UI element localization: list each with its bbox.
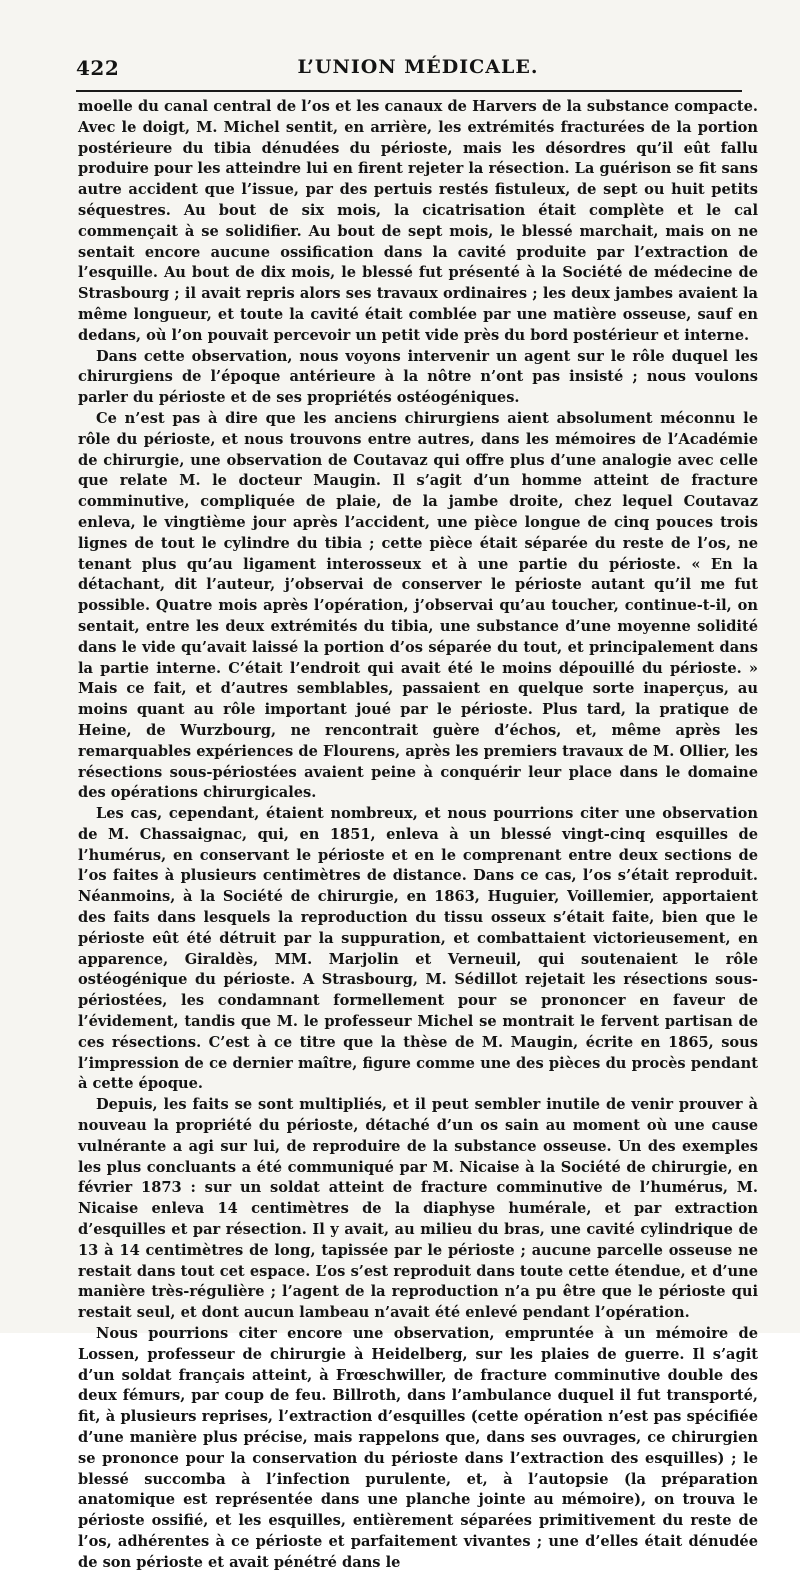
paragraph: Nous pourrions citer encore une observation, empruntée à un mémoire de Lossen, professeur de chirurgie à Heidelberg, sur les plaies de guerre. Il s’agit d’un soldat français atteint, à Frœschwiller, de fracture comminutive double des deux fémurs, par coup de feu. Billroth, dans l’ambulance duquel il fut transporté, fit, à plusieurs reprises, l’extraction d’esquilles (cette opération n’est pas spécifiée d’une manière plus précise, mais rappelons que, dans ses ouvrages, ce chirurgien se prononce pour la conservation du périoste dans l’extraction des esquilles) ; le blessé succomba à l’infection purulente, et, à l’autopsie (la préparation anatomique est représentée dans une planche jointe au mémoire), on trouva le périoste ossifié, et les esquilles, entièrement séparées primitivement du reste de l’os, adhérentes à ce périoste et parfaitement vivantes ; une d’elles était dénudée de son périoste et avait pénétré dans le — [78, 1325, 758, 1571]
page-header — [76, 56, 760, 84]
paragraph: Les cas, cependant, étaient nombreux, et nous pourrions citer une observation de M. Chassaignac, qui, en 1851, enleva à un blessé vingt-cinq esquilles de l’humérus, en conservant le périoste et en le comprenant entre deux sections de l’os faites à plusieurs centimètres de distance. Dans ce cas, l’os s’était reproduit. Néanmoins, à la Société de chirurgie, en 1863, Huguier, Voillemier, apportaient des faits dans lesquels la reproduction du tissu osseux s’était faite, bien que le périoste eût été détruit par la suppuration, et combattaient victorieusement, en apparence, Giraldès, MM. Marjolin et Verneuil, qui soutenaient le rôle ostéogénique du périoste. A Strasbourg, M. Sédillot rejetait les résections sous-périostées, les condamnant formellement pour se prononcer en faveur de l’évidement, tandis que M. le professeur Michel se montrait le fervent partisan de ces résections. C’est à ce titre que la thèse de M. Maugin, écrite en 1865, sous l’impression de ce dernier maître, figure comme une des pièces du procès pendant à cette époque. — [78, 805, 758, 1093]
paragraph: Depuis, les faits se sont multipliés, et il peut sembler inutile de venir prouver à nouveau la propriété du périoste, détaché d’un os sain au moment où une cause vulnérante a agi sur lui, de reproduire de la substance osseuse. Un des exemples les plus concluants a été communiqué par M. Nicaise à la Société de chirurgie, en février 1873 : sur un soldat atteint de fracture comminutive de l’humérus, M. Nicaise enleva 14 centimètres de la diaphyse humérale, et par extraction d’esquilles et par résection. Il y avait, au milieu du bras, une cavité cylindrique de 13 à 14 centimètres de long, tapissée par le périoste ; aucune parcelle osseuse ne restait dans tout cet espace. L’os s’est reproduit dans toute cette étendue, et d’une manière très-régulière ; l’agent de la reproduction n’a pu être que le périoste qui restait seul, et dont aucun lambeau n’avait été enlevé pendant l’opération. — [78, 1096, 758, 1322]
header-rule — [76, 90, 742, 92]
body-text — [78, 97, 758, 1574]
page-number: 422 — [76, 56, 120, 80]
paragraph: Dans cette observation, nous voyons intervenir un agent sur le rôle duquel les chirurgiens de l’époque antérieure à la nôtre n’ont pas insisté ; nous voulons parler du périoste et de ses propriétés ostéogéniques. — [78, 347, 758, 407]
paragraph: moelle du canal central de l’os et les canaux de Harvers de la substance compacte. Avec le doigt, M. Michel sentit, en arrière, les extrémités fracturées de la portion postérieure du tibia dénudées du périoste, mais les désordres qu’il eût fallu produire pour les atteindre lui en firent rejeter la résection. La guérison se fit sans autre accident que l’issue, par des pertuis restés fistuleux, de sept ou huit petits séquestres. Au bout de six mois, la cicatrisation était complète et le cal commençait à se solidifier. Au bout de sept mois, le blessé marchait, mais on ne sentait encore aucune ossification dans la cavité produite par l’extraction de l’esquille. Au bout de dix mois, le blessé fut présenté à la Société de médecine de Strasbourg ; il avait repris alors ses travaux ordinaires ; les deux jambes avaient la même longueur, et toute la cavité était comblée par une matière osseuse, sauf en dedans, où l’on pouvait percevoir un petit vide près du bord postérieur et interne. — [78, 98, 758, 344]
paragraph: Ce n’est pas à dire que les anciens chirurgiens aient absolument méconnu le rôle du périoste, et nous trouvons entre autres, dans les mémoires de l’Académie de chirurgie, une observation de Coutavaz qui offre plus d’une analogie avec celle que relate M. le docteur Maugin. Il s’agit d’un homme atteint de fracture comminutive, compliquée de plaie, de la jambe droite, chez lequel Coutavaz enleva, le vingtième jour après l’accident, une pièce longue de cinq pouces trois lignes de tout le cylindre du tibia ; cette pièce était séparée du reste de l’os, ne tenant plus qu’au ligament interosseux et à une partie du périoste. « En la détachant, dit l’auteur, j’observai de conserver le périoste autant qu’il me fut possible. Quatre mois après l’opération, j’observai qu’au toucher, continue-t-il, on sentait, entre les deux extrémités du tibia, une substance d’une moyenne solidité dans le vide qu’avait laissé la portion d’os séparée du tout, et principalement dans la partie interne. C’était l’endroit qui avait été le moins dépouillé du périoste. » Mais ce fait, et d’autres semblables, passaient en quelque sorte inaperçus, au moins quant au rôle important joué par le périoste. Plus tard, la pratique de Heine, de Wurzbourg, ne rencontrait guère d’échos, et, même après les remarquables expériences de Flourens, après les premiers travaux de M. Ollier, les résections sous-périostées avaient peine à conquérir leur place dans le domaine des opérations chirurgicales. — [78, 409, 758, 802]
running-title: L’UNION MÉDICALE. — [297, 56, 539, 78]
